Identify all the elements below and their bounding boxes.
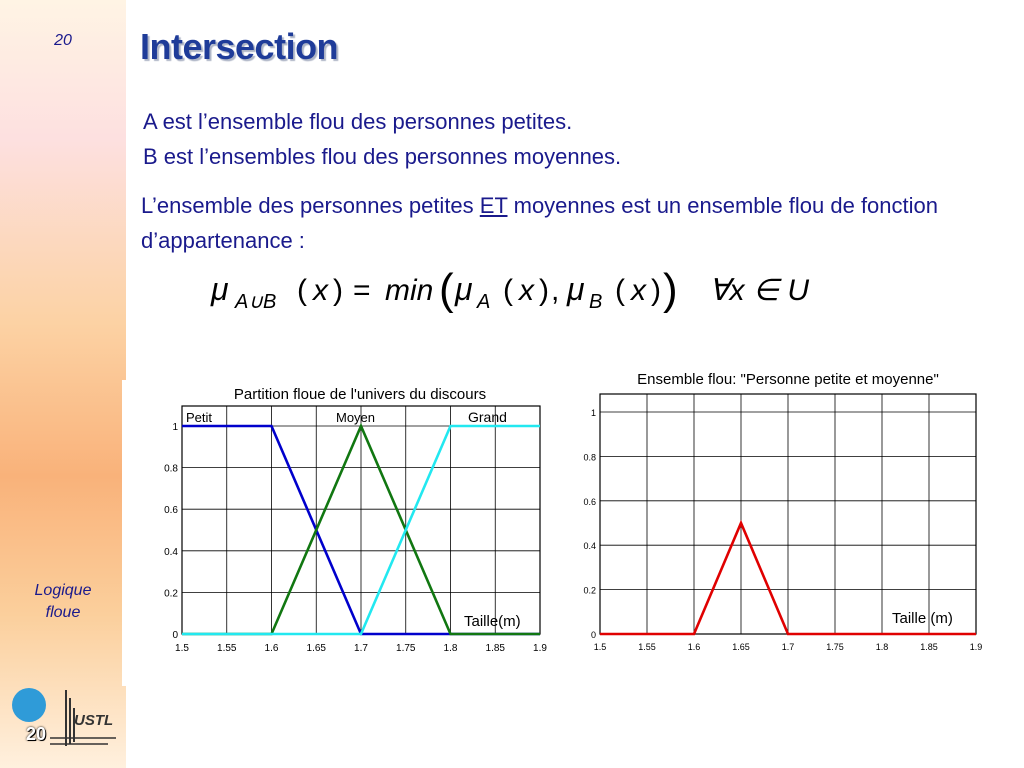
c2-y-tick-label: 0.6 — [583, 496, 596, 507]
c1-y-tick-label: 0.4 — [164, 546, 178, 558]
formula-big-paren-close: ) — [663, 265, 678, 314]
c2-x-tick-label: 1.5 — [593, 642, 607, 652]
chart1-legend-grand: Grand — [468, 409, 507, 425]
formula-mu-a: μ — [455, 271, 473, 307]
formula-paren-open-b: ( — [615, 274, 625, 307]
formula-equals: = — [353, 274, 371, 307]
c2-x-tick-label: 1.7 — [781, 642, 795, 652]
c1-y-tick-label: 0.2 — [164, 588, 178, 600]
formula-x-b: x — [631, 274, 646, 307]
logo-number: 20 — [26, 724, 47, 744]
formula-comma: , — [551, 274, 560, 307]
sidebar-footer-label — [0, 580, 126, 624]
formula-paren-open-a: ( — [503, 274, 513, 307]
c2-x-tick-label: 1.55 — [638, 642, 656, 652]
formula-min: min — [385, 274, 434, 307]
c2-x-tick-label: 1.6 — [687, 642, 701, 652]
formula-x: x — [313, 274, 328, 307]
definition-a: A est l’ensemble flou des personnes petites. — [143, 109, 573, 134]
ustl-logo — [8, 682, 123, 754]
formula-forall: ∀x ∈ U — [709, 274, 809, 307]
logo-text: USTL — [74, 712, 114, 729]
paragraph-text-end: moyennes est un ensemble flou de fonction d’appartenance : — [141, 193, 938, 253]
intersection-chart-svg — [578, 362, 998, 682]
formula-sub-a: A — [477, 291, 491, 313]
c1-x-tick-label: 1.6 — [264, 643, 279, 654]
c1-x-tick-label: 1.7 — [354, 643, 368, 654]
page-number: 20 — [54, 32, 72, 49]
intersection-chart — [578, 362, 998, 682]
et-underlined: ET — [479, 193, 508, 218]
chart1-legend-moyen: Moyen — [336, 410, 376, 425]
c2-y-tick-label: 0.8 — [583, 452, 596, 463]
formula-sub-b: B — [589, 291, 603, 313]
formula-subscript-union: A∪B — [235, 291, 277, 313]
chart2-title: Ensemble flou: "Personne petite et moyenne" — [637, 371, 939, 388]
definition-b: B est l’ensembles flou des personnes moyennes. — [143, 144, 622, 169]
membership-formula — [205, 262, 825, 322]
sidebar — [0, 0, 126, 768]
c2-x-tick-label: 1.9 — [969, 642, 983, 652]
c1-x-tick-label: 1.75 — [396, 643, 416, 654]
c1-x-tick-label: 1.85 — [485, 643, 505, 654]
c2-y-tick-label: 1 — [590, 408, 596, 418]
c1-y-tick-label: 0.6 — [164, 505, 178, 517]
c1-x-tick-label: 1.9 — [533, 643, 547, 654]
c2-y-tick-label: 0 — [590, 630, 596, 640]
sidebar-label-line-1: Logique — [34, 582, 92, 599]
c2-x-tick-label: 1.8 — [875, 642, 889, 652]
chart2-xlabel: Taille (m) — [892, 610, 953, 627]
logo-circle-icon — [12, 688, 46, 722]
formula-mu: μ — [211, 271, 229, 307]
c1-x-tick-label: 1.8 — [443, 643, 458, 654]
c2-x-tick-label: 1.85 — [920, 642, 938, 652]
slide-title: Intersection — [140, 26, 339, 67]
partition-chart-svg — [122, 380, 562, 686]
c1-y-tick-label: 0 — [172, 630, 178, 641]
c1-y-tick-label: 1 — [172, 422, 178, 433]
formula-paren-close: ) — [333, 274, 343, 307]
formula-paren-open: ( — [297, 274, 307, 307]
chart1-legend-petit: Petit — [186, 410, 213, 425]
c2-y-tick-label: 0.4 — [583, 541, 596, 552]
c1-x-tick-label: 1.5 — [175, 643, 189, 654]
paragraph-text-start: L’ensemble des personnes petites — [141, 193, 480, 218]
formula-big-paren-open: ( — [439, 265, 454, 314]
c2-x-tick-label: 1.75 — [826, 642, 844, 652]
chart1-title: Partition floue de l'univers du discours — [233, 386, 487, 403]
formula-paren-close-a: ) — [539, 274, 549, 307]
sidebar-label-line-2: floue — [45, 604, 81, 621]
formula-paren-close-b: ) — [651, 274, 661, 307]
c1-y-tick-label: 0.8 — [164, 463, 178, 475]
definitions-paragraph — [143, 104, 621, 174]
partition-chart — [122, 380, 562, 686]
chart1-xlabel: Taille(m) — [464, 613, 521, 630]
c1-x-tick-label: 1.55 — [217, 643, 237, 654]
c2-y-tick-label: 0.2 — [583, 585, 596, 596]
c2-x-tick-label: 1.65 — [732, 642, 750, 652]
formula-mu-b: μ — [567, 271, 585, 307]
c1-x-tick-label: 1.65 — [306, 643, 326, 654]
formula-x-a: x — [519, 274, 534, 307]
intersection-paragraph — [141, 188, 981, 258]
